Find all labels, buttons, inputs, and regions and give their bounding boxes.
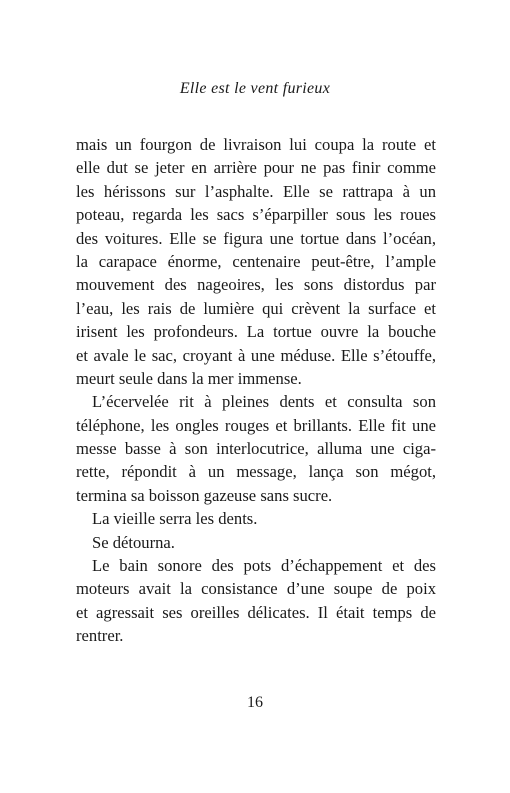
body-text xyxy=(76,133,436,648)
text-line: meurt seule dans la mer immense. xyxy=(76,368,302,388)
text-line: La vieille serra les dents. xyxy=(92,509,258,529)
text-line: messe basse à son interlocutrice, alluma une ciga- xyxy=(76,439,436,459)
text-line: les hérissons sur l’asphalte. Elle se rattrapa à un xyxy=(76,181,436,201)
text-line: moteurs avait la consistance d’une soupe de poix xyxy=(76,579,436,599)
page-number: 16 xyxy=(247,694,263,711)
text-line: la carapace énorme, centenaire peut-être, l’ample xyxy=(76,251,436,271)
text-line: poteau, regarda les sacs s’éparpiller sous les roues xyxy=(76,205,436,225)
text-line: termina sa boisson gazeuse sans sucre. xyxy=(76,485,333,505)
text-line: elle dut se jeter en arrière pour ne pas finir comme xyxy=(76,158,436,178)
text-line: et agressait ses oreilles délicates. Il était temps de xyxy=(76,602,436,622)
text-line: rentrer. xyxy=(76,626,124,646)
text-line: mouvement des nageoires, les sons distordus par xyxy=(76,275,436,295)
text-line: rette, répondit à un message, lança son mégot, xyxy=(76,462,436,482)
text-line: mais un fourgon de livraison lui coupa la route et xyxy=(76,135,436,154)
text-line: Le bain sonore des pots d’échappement et des xyxy=(92,556,436,576)
running-title: Elle est le vent furieux xyxy=(179,80,331,97)
text-line: Se détourna. xyxy=(92,532,175,552)
text-line: L’écervelée rit à pleines dents et consulta son xyxy=(92,392,436,412)
text-line: irisent les profondeurs. La tortue ouvre la bouche xyxy=(76,322,436,342)
text-line: téléphone, les ongles rouges et brillants. Elle fit une xyxy=(76,415,436,435)
text-line: et avale le sac, croyant à une méduse. Elle s’étouffe, xyxy=(76,345,436,365)
text-line: l’eau, les rais de lumière qui crèvent la surface et xyxy=(76,298,436,318)
text-line: des voitures. Elle se figura une tortue dans l’océan, xyxy=(76,228,436,248)
